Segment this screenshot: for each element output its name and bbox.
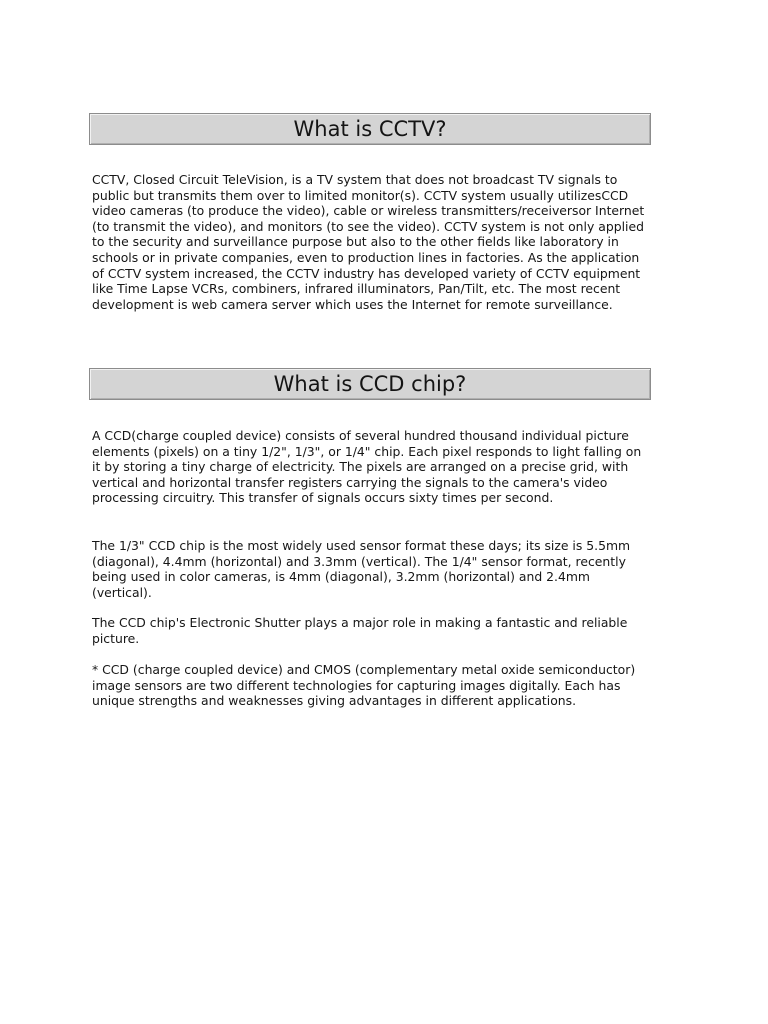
section-heading-ccd-chip: What is CCD chip? bbox=[89, 368, 651, 400]
ccd-cmos-note-paragraph: * CCD (charge coupled device) and CMOS (complementary metal oxide semiconductor) image sensors are two different technologies for capturing images digitally. Each has unique strengths and weaknesses giving advantages in different applications. bbox=[92, 662, 636, 709]
cctv-description-paragraph: CCTV, Closed Circuit TeleVision, is a TV system that does not broadcast TV signals to public but transmits them over to limited monitor(s). CCTV system usually utilizesCCD video cameras (to produce the video), cable or wireless transmitters/receiversor Internet (to transmit the video), and monitors (to see the video). CCTV system is not only applied to the security and surveillance purpose but also to the other fields like laboratory in schools or in private companies, even to production lines in factories. As the application of CCTV system increased, the CCTV industry has developed variety of CCTV equipment like Time Lapse VCRs, combiners, infrared illuminators, Pan/Tilt, etc. The most recent development is web camera server which uses the Internet for remote surveillance. bbox=[92, 172, 645, 312]
electronic-shutter-paragraph: The CCD chip's Electronic Shutter plays a major role in making a fantastic and reliable picture. bbox=[92, 615, 628, 646]
ccd-description-paragraph: A CCD(charge coupled device) consists of several hundred thousand individual picture elements (pixels) on a tiny 1/2", 1/3", or 1/4" chip. Each pixel responds to light falling on it by storing a tiny charge of electricity. The pixels are arranged on a precise grid, with vertical and horizontal transfer registers carrying the signals to the camera's video processing circuitry. This transfer of signals occurs sixty times per second. bbox=[92, 428, 642, 506]
ccd-size-paragraph: The 1/3" CCD chip is the most widely used sensor format these days; its size is 5.5mm (diagonal), 4.4mm (horizontal) and 3.3mm (vertical). The 1/4" sensor format, recently being used in color cameras, is 4mm (diagonal), 3.2mm (horizontal) and 2.4mm (vertical). bbox=[92, 538, 631, 600]
section-heading-cctv: What is CCTV? bbox=[89, 113, 651, 145]
